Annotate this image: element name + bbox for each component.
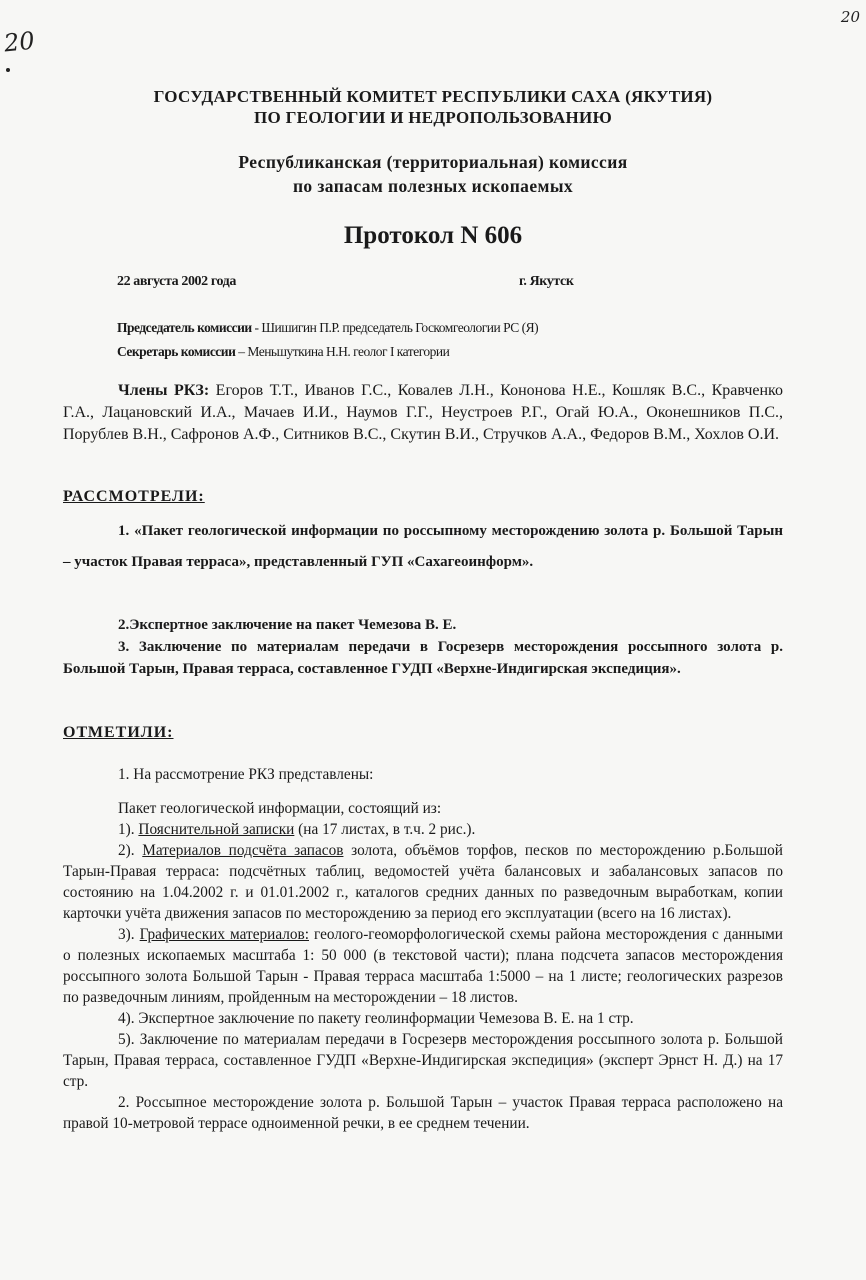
list-item: 5). Заключение по материалам передачи в Госрезерв месторождения россыпного золота р. Большой Тарын, Правая терраса, составленное ГУДП «Верхне-Индигирская экспедиция» (эксперт Эрнст Н. Д.) на 17 стр. <box>63 1031 783 1090</box>
noted-heading: ОТМЕТИЛИ: <box>63 724 174 741</box>
list-item <box>63 924 783 1008</box>
list-item <box>63 840 783 924</box>
item-underlined: Материалов подсчёта запасов <box>142 842 344 859</box>
item-number: 2). <box>118 842 143 859</box>
commission-line-2: по запасам полезных ископаемых <box>292 176 574 196</box>
item-text: золота, объёмов торфов, песков по месторождению р.Большой Тарын-Правая терраса: подсчётных таблиц, ведомостей учёта балансовых и забалансовых запасов по состоянию на 1.04.2002 г. и 01.01.2002 г., каталогов средних данных по разведочным выработкам, копии карточки учёта движения запасов по месторождению за период его эксплуатации (всего на 16 листах). <box>63 842 783 922</box>
members-list: Егоров Т.Т., Иванов Г.С., Ковалев Л.Н., Кононова Н.Е., Кошляк В.С., Кравченко Г.А., Лацановский И.А., Мачаев И.И., Наумов Г.Г., Неустроев Р.Г., Огай Ю.А., Оконешников П.С., Порублев В.Н., Сафронов А.Ф., Ситников В.С., Скутин В.И., Стручков А.А., Федоров В.М., Хохлов О.И. <box>63 382 783 443</box>
protocol-date: 22 августа 2002 года <box>117 274 236 289</box>
item-number: 1). <box>118 821 139 838</box>
handwritten-page-number-right: 20 <box>840 8 860 26</box>
secretary-value: – Меньшуткина Н.Н. геолог I категории <box>235 344 450 359</box>
list-item: 4). Экспертное заключение по пакету геолинформации Чемезова В. Е. на 1 стр. <box>118 1010 634 1027</box>
agency-header <box>0 86 866 128</box>
noted-intro: 1. На рассмотрение РКЗ представлены: <box>118 766 374 783</box>
secretary-line <box>117 340 538 364</box>
agency-line-2: ПО ГЕОЛОГИИ И НЕДРОПОЛЬЗОВАНИЮ <box>253 108 613 127</box>
handwritten-page-number-left: 20 <box>2 26 36 58</box>
commission-line-1: Республиканская (территориальная) комиссия <box>238 152 628 172</box>
paragraph-2: 2. Россыпное месторождение золота р. Большой Тарын – участок Правая терраса расположено на правой 10-метровой террасе одноименной речки, в ее среднем течении. <box>63 1094 783 1132</box>
reviewed-item-2: 2.Экспертное заключение на пакет Чемезова В. Е. <box>118 617 457 633</box>
item-number: 3). <box>118 926 140 943</box>
reviewed-heading: РАССМОТРЕЛИ: <box>63 488 205 505</box>
chair-line <box>117 316 538 340</box>
commission-header <box>0 150 866 198</box>
secretary-label: Секретарь комиссии <box>117 344 236 359</box>
reviewed-item-3: 3. Заключение по материалам передачи в Госрезерв месторождения россыпного золота р. Большой Тарын, Правая терраса, составленное ГУДП «Верхне-Индигирская экспедиция». <box>63 639 783 677</box>
chair-value: - Шишигин П.Р. председатель Госкомгеологии РС (Я) <box>251 320 539 335</box>
officials-block <box>117 316 538 364</box>
reviewed-item-1: 1. «Пакет геологической информации по россыпному месторождению золота р. Большой Тарын – участок Правая терраса», представленный ГУП «Сахагеоинформ». <box>63 523 783 570</box>
members-label: Члены РКЗ: <box>118 382 210 399</box>
item-underlined: Графических материалов: <box>139 926 309 943</box>
chair-label: Председатель комиссии <box>117 320 252 335</box>
noted-list <box>63 819 783 1134</box>
item-underlined: Пояснительной записки <box>138 821 295 838</box>
ink-dot <box>6 68 10 72</box>
list-item <box>63 819 783 840</box>
protocol-title: Протокол N 606 <box>343 222 523 249</box>
members-paragraph <box>63 380 783 446</box>
item-text: геолого-геоморфологической схемы района месторождения с данными о полезных ископаемых масштаба 1: 50 000 (в текстовой части); плана подсчета запасов месторождения россыпного золота Большой Тарын - Правая терраса масштаба 1:5000 – на 1 листе; геологических разрезов по разведочным линиям, пройденным на месторождении – 18 листов. <box>63 926 783 1006</box>
noted-package-line: Пакет геологической информации, состоящий из: <box>118 800 442 817</box>
item-text: (на 17 листах, в т.ч. 2 рис.). <box>294 821 476 838</box>
protocol-city: г. Якутск <box>519 274 574 289</box>
agency-line-1: ГОСУДАРСТВЕННЫЙ КОМИТЕТ РЕСПУБЛИКИ САХА (ЯКУТИЯ) <box>153 87 713 106</box>
